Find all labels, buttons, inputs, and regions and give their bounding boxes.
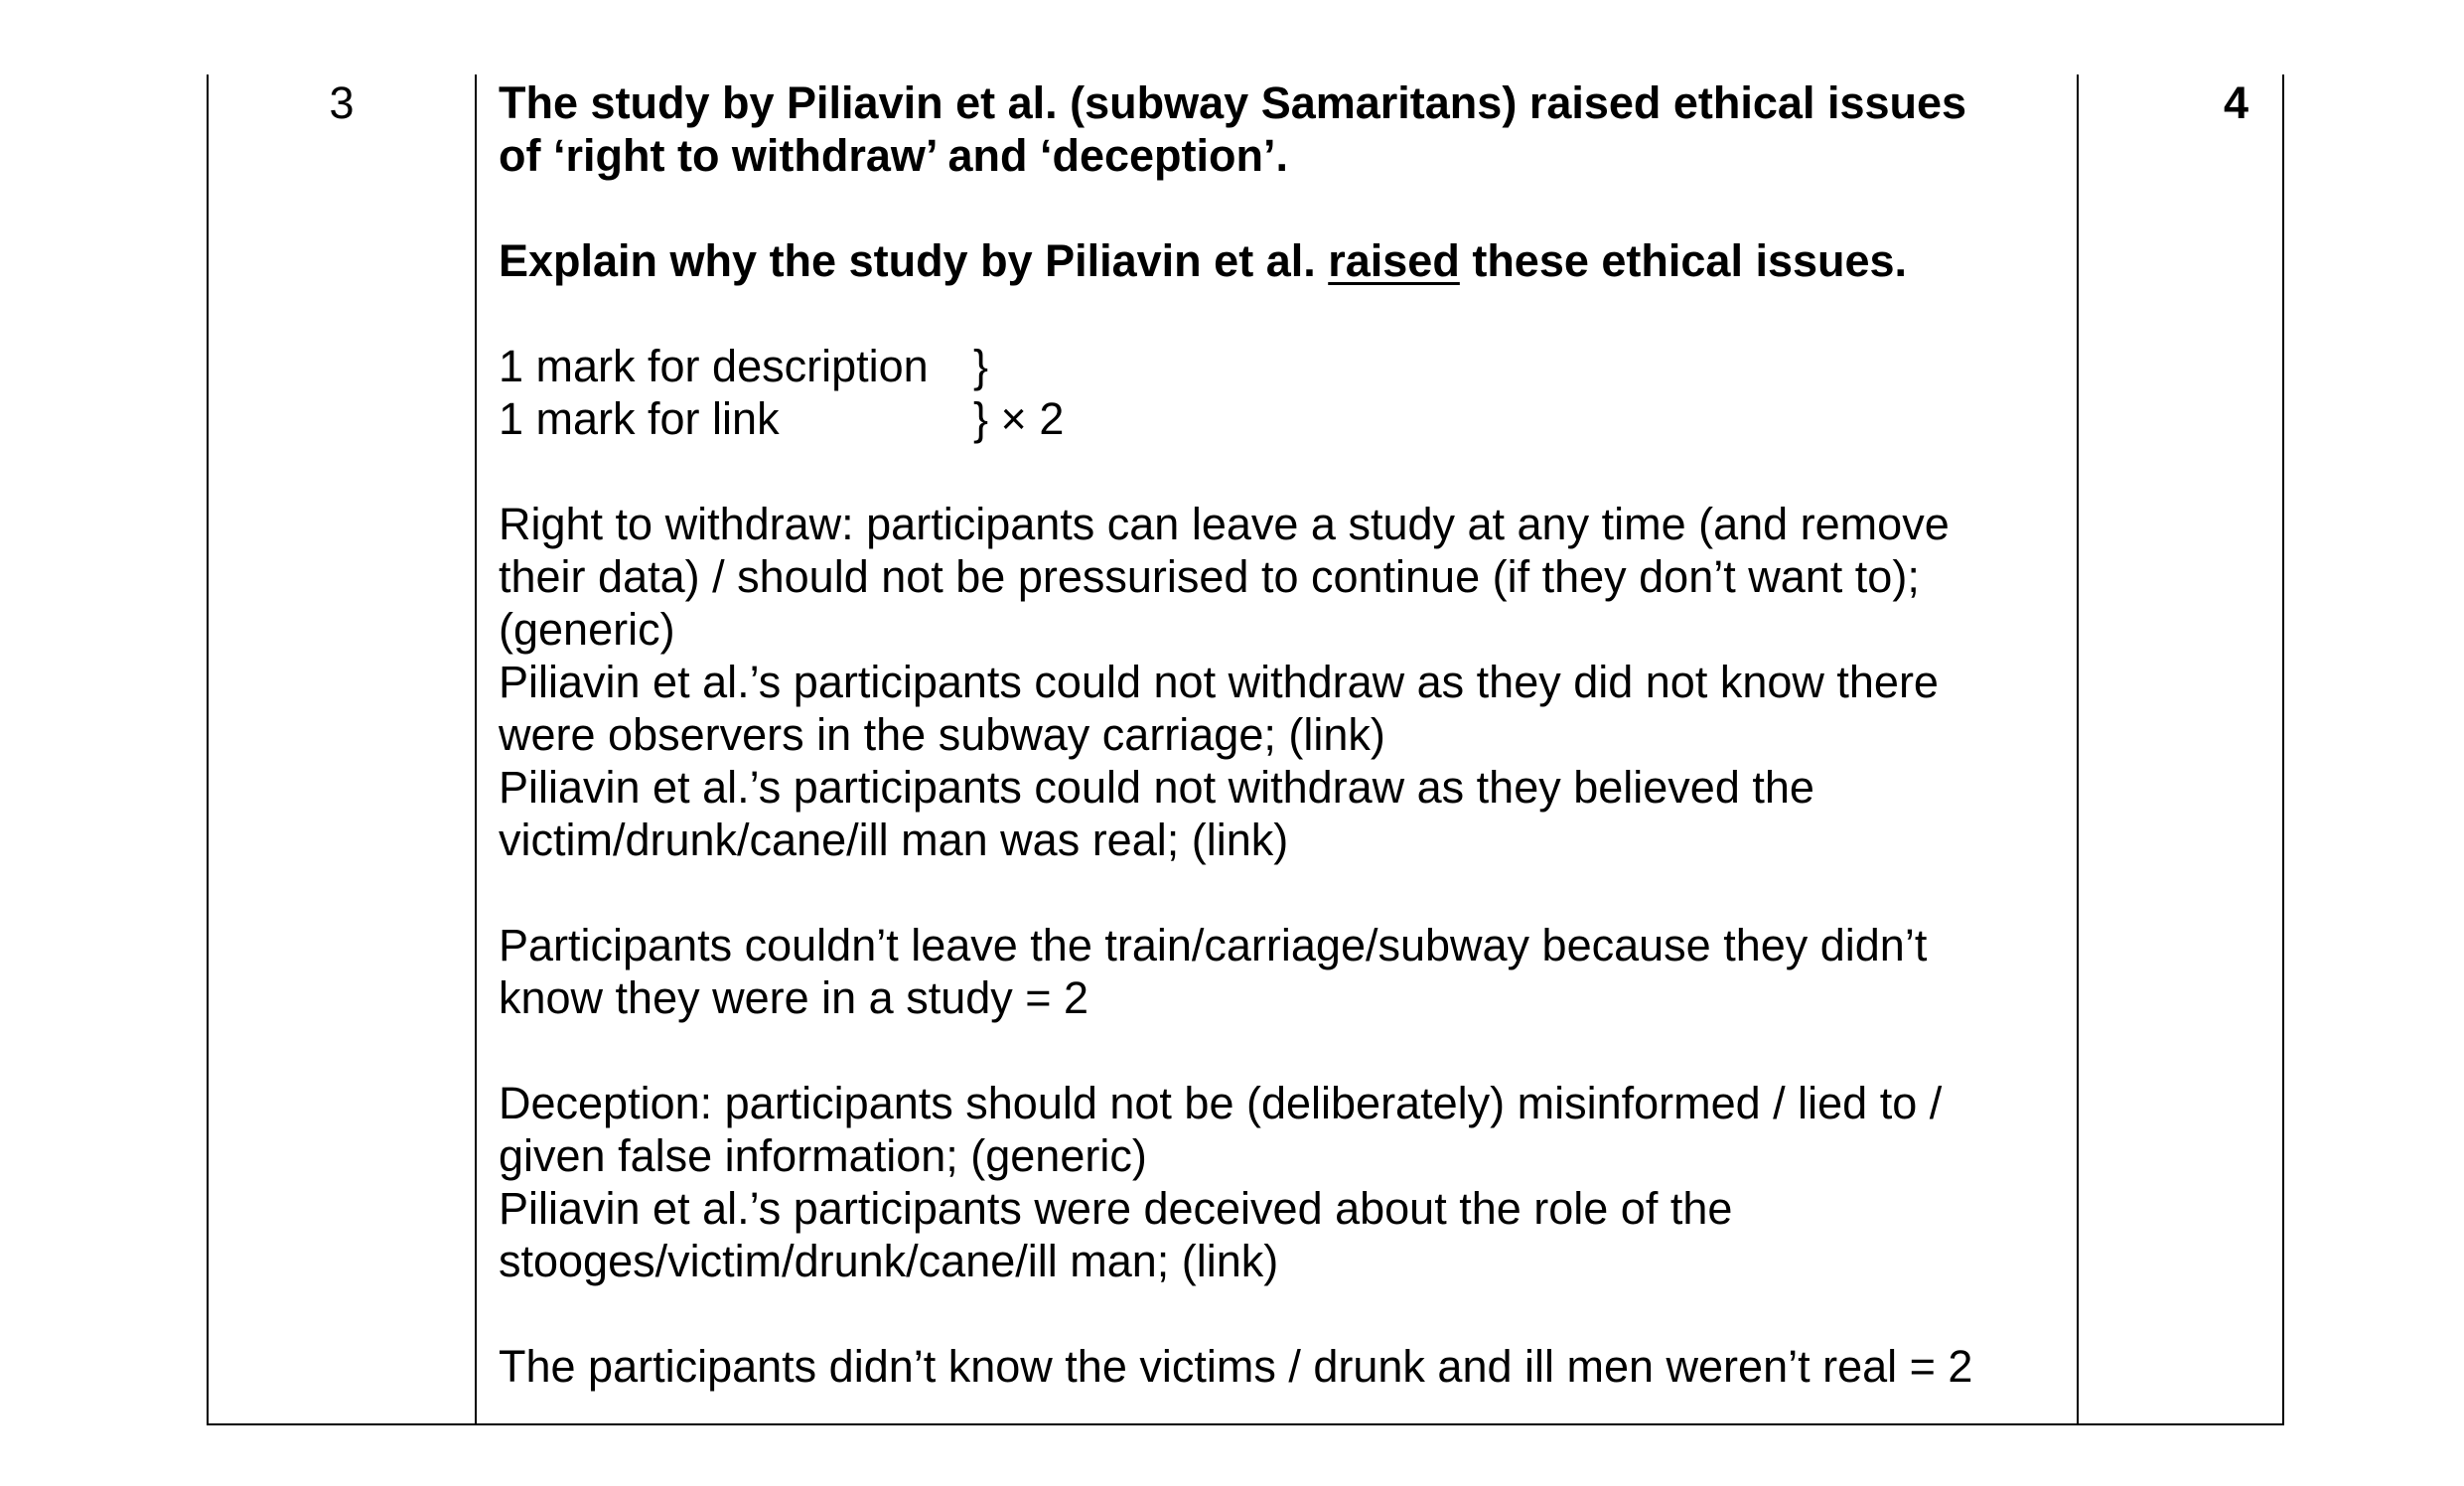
answer-cell: [499, 76, 2063, 1393]
guidance-line: Piliavin et al.’s participants could not withdraw as they did not know there: [499, 657, 1939, 707]
question-instruction: Explain why the study by Piliavin et al. raised these ethical issues.: [499, 235, 1908, 286]
column-divider: [2077, 74, 2079, 1423]
mark-scheme-table: [207, 74, 2284, 1425]
scheme-bracket: }: [973, 341, 989, 391]
guidance-line: (generic): [499, 604, 675, 655]
guidance-line: The participants didn’t know the victims / drunk and ill men weren’t real = 2: [499, 1341, 1973, 1392]
guidance-line: know they were in a study = 2: [499, 972, 1089, 1023]
scheme-bracket: } × 2: [973, 393, 1065, 444]
column-divider: [475, 74, 477, 1423]
guidance-line: were observers in the subway carriage; (link): [499, 709, 1385, 760]
guidance-line: Participants couldn’t leave the train/carriage/subway because they didn’t: [499, 920, 1928, 970]
question-prompt-line: The study by Piliavin et al. (subway Samaritans) raised ethical issues: [499, 77, 1967, 128]
question-prompt-line: of ‘right to withdraw’ and ‘deception’.: [499, 130, 1288, 181]
guidance-line: Piliavin et al.’s participants were deceived about the role of the: [499, 1183, 1733, 1234]
question-number: 3: [329, 77, 355, 128]
guidance-line: Piliavin et al.’s participants could not withdraw as they believed the: [499, 762, 1814, 813]
guidance-line: Deception: participants should not be (deliberately) misinformed / lied to /: [499, 1078, 1943, 1128]
guidance-line: given false information; (generic): [499, 1130, 1147, 1181]
guidance-line: stooges/victim/drunk/cane/ill man; (link): [499, 1236, 1279, 1286]
scheme-label: 1 mark for link: [499, 393, 780, 444]
scheme-row: [499, 392, 2063, 445]
scheme-row: [499, 340, 2063, 392]
underlined-word: raised: [1328, 235, 1460, 286]
scheme-label: 1 mark for description: [499, 341, 929, 391]
guidance-line: their data) / should not be pressurised to continue (if they don’t want to);: [499, 551, 1920, 602]
marks-value: 4: [2223, 77, 2248, 128]
guidance-line: victim/drunk/cane/ill man was real; (link): [499, 815, 1289, 865]
guidance-line: Right to withdraw: participants can leave a study at any time (and remove: [499, 499, 1950, 549]
